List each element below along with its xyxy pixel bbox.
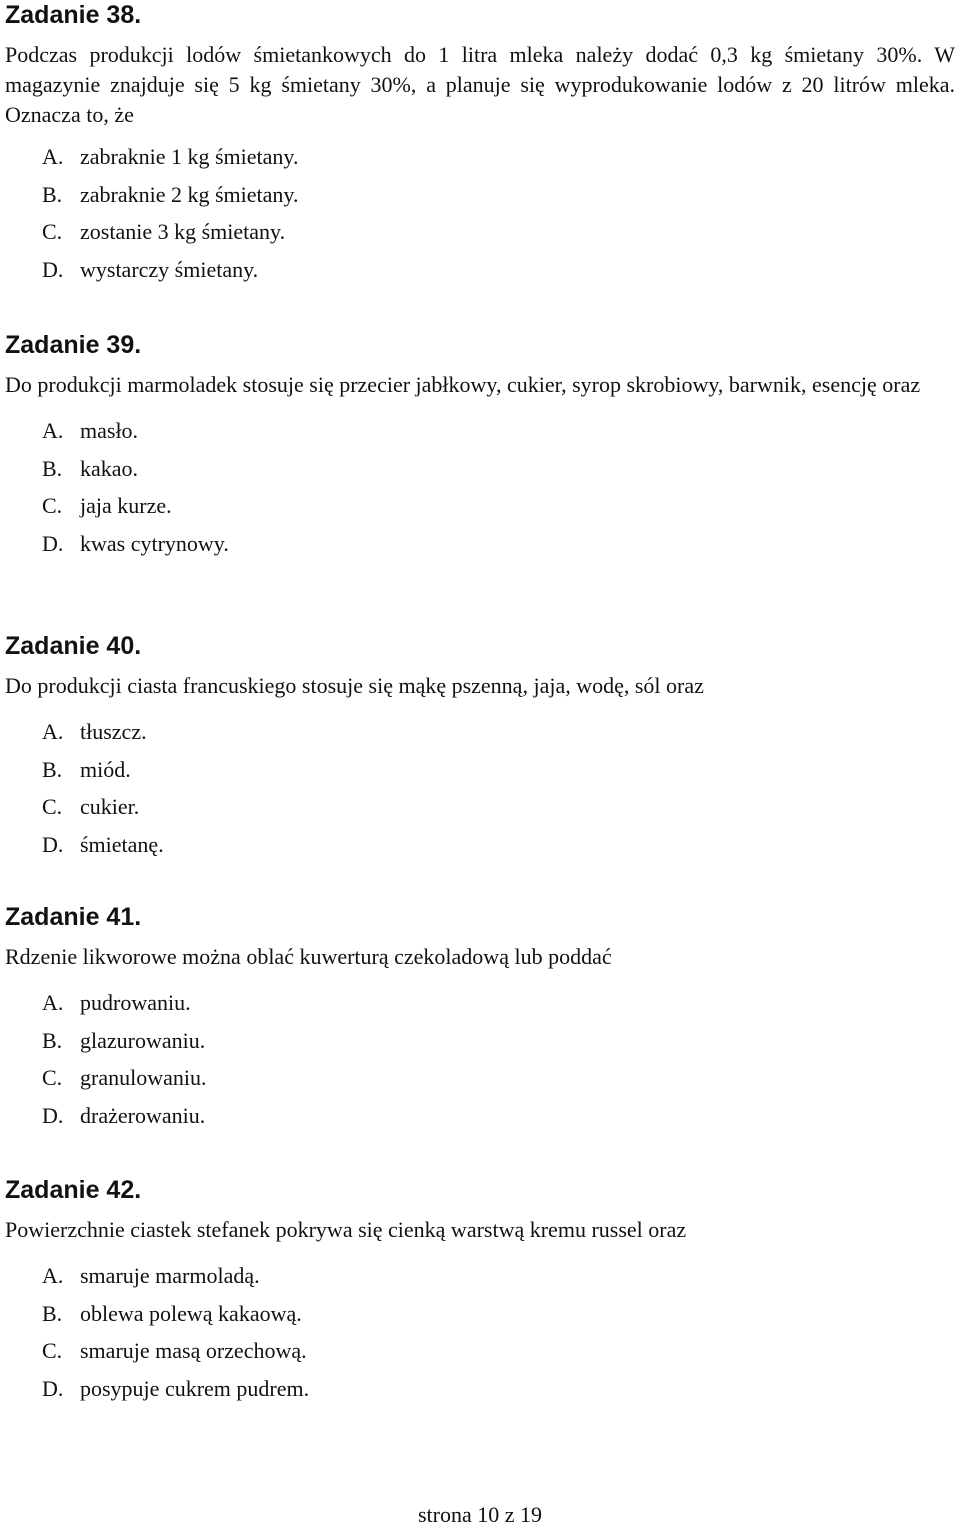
answer-text: posypuje cukrem pudrem. [80,1375,310,1401]
answer-text: jaja kurze. [80,493,172,518]
answer-option-d[interactable] [42,1370,955,1408]
task-38 [5,0,955,288]
task-title: Zadanie 38. [5,1,142,29]
task-question: Do produkcji marmoladek stosuje się przecier jabłkowy, cukier, syrop skrobiowy, barwnik, esencję oraz [5,372,921,397]
answer-text: zabraknie 1 kg śmietany. [80,144,299,169]
answer-option-c[interactable] [42,1332,955,1370]
answer-text: glazurowaniu. [80,1027,206,1053]
answer-letter: B. [42,1300,63,1326]
answer-text: oblewa polewą kakaową. [80,1300,302,1326]
answer-letter: A. [42,1263,64,1288]
task-title: Zadanie 42. [5,1176,142,1204]
answer-option-b[interactable] [42,1295,955,1333]
answer-list [5,713,955,863]
answer-text: kwas cytrynowy. [80,530,229,556]
answer-option-a[interactable] [42,138,955,176]
answer-letter: A. [42,418,64,443]
answer-text: smaruje masą orzechową. [80,1338,307,1363]
answer-text: granulowaniu. [80,1065,207,1090]
answer-letter: C. [42,219,63,244]
answer-text: pudrowaniu. [80,990,191,1015]
answer-text: drażerowaniu. [80,1102,206,1128]
answer-text: masło. [80,418,139,443]
answer-text: miód. [80,756,131,782]
answer-text: kakao. [80,455,139,481]
answer-option-c[interactable] [42,213,955,251]
answer-option-c[interactable] [42,1059,955,1097]
answer-text: zabraknie 2 kg śmietany. [80,181,299,207]
answer-letter: A. [42,719,64,744]
task-question: Do produkcji ciasta francuskiego stosuje się mąkę pszenną, jaja, wodę, sól oraz [5,673,704,698]
answer-option-c[interactable] [42,788,955,826]
answer-letter: B. [42,1027,63,1053]
task-title: Zadanie 39. [5,331,142,359]
page-number: strona 10 z 19 [417,1502,543,1527]
answer-letter: C. [42,1065,63,1090]
answer-list [5,138,955,288]
task-42 [5,1175,955,1407]
task-title: Zadanie 40. [5,632,142,660]
answer-text: tłuszcz. [80,719,147,744]
task-question: Powierzchnie ciastek stefanek pokrywa się cienką warstwą kremu russel oraz [5,1217,687,1242]
task-41 [5,902,955,1134]
answer-letter: D. [42,256,64,282]
answer-text: cukier. [80,794,140,819]
answer-text: wystarczy śmietany. [80,256,259,282]
answer-letter: D. [42,530,64,556]
answer-text: smaruje marmoladą. [80,1263,260,1288]
answer-option-b[interactable] [42,176,955,214]
answer-option-c[interactable] [42,487,955,525]
answer-list [5,1257,955,1407]
answer-option-a[interactable] [42,984,955,1022]
answer-letter: A. [42,990,64,1015]
answer-letter: D. [42,831,64,857]
answer-list [5,984,955,1134]
answer-letter: C. [42,1338,63,1363]
answer-option-b[interactable] [42,1022,955,1060]
answer-letter: A. [42,144,64,169]
answer-letter: D. [42,1102,64,1128]
answer-text: śmietanę. [80,831,164,857]
answer-letter: C. [42,493,63,518]
answer-letter: B. [42,455,63,481]
task-40 [5,631,955,863]
task-title: Zadanie 41. [5,903,142,931]
answer-option-a[interactable] [42,713,955,751]
answer-option-b[interactable] [42,450,955,488]
answer-option-d[interactable] [42,1097,955,1135]
answer-letter: B. [42,756,63,782]
answer-letter: B. [42,181,63,207]
answer-option-a[interactable] [42,412,955,450]
answer-letter: C. [42,794,63,819]
task-question: Podczas produkcji lodów śmietankowych do 1 litra mleka należy dodać 0,3 kg śmietany 30%. W magazynie znajduje się 5 kg śmietany 30%, a planuje się wyprodukowanie lodów z 20 litrów mleka. Oznacza to, że [5,42,955,127]
answer-list [5,412,955,562]
task-question: Rdzenie likworowe można oblać kuwerturą czekoladową lub poddać [5,944,612,969]
answer-text: zostanie 3 kg śmietany. [80,219,286,244]
answer-option-b[interactable] [42,751,955,789]
answer-option-a[interactable] [42,1257,955,1295]
task-39 [5,330,955,562]
answer-option-d[interactable] [42,251,955,289]
answer-letter: D. [42,1375,64,1401]
answer-option-d[interactable] [42,826,955,864]
answer-option-d[interactable] [42,525,955,563]
